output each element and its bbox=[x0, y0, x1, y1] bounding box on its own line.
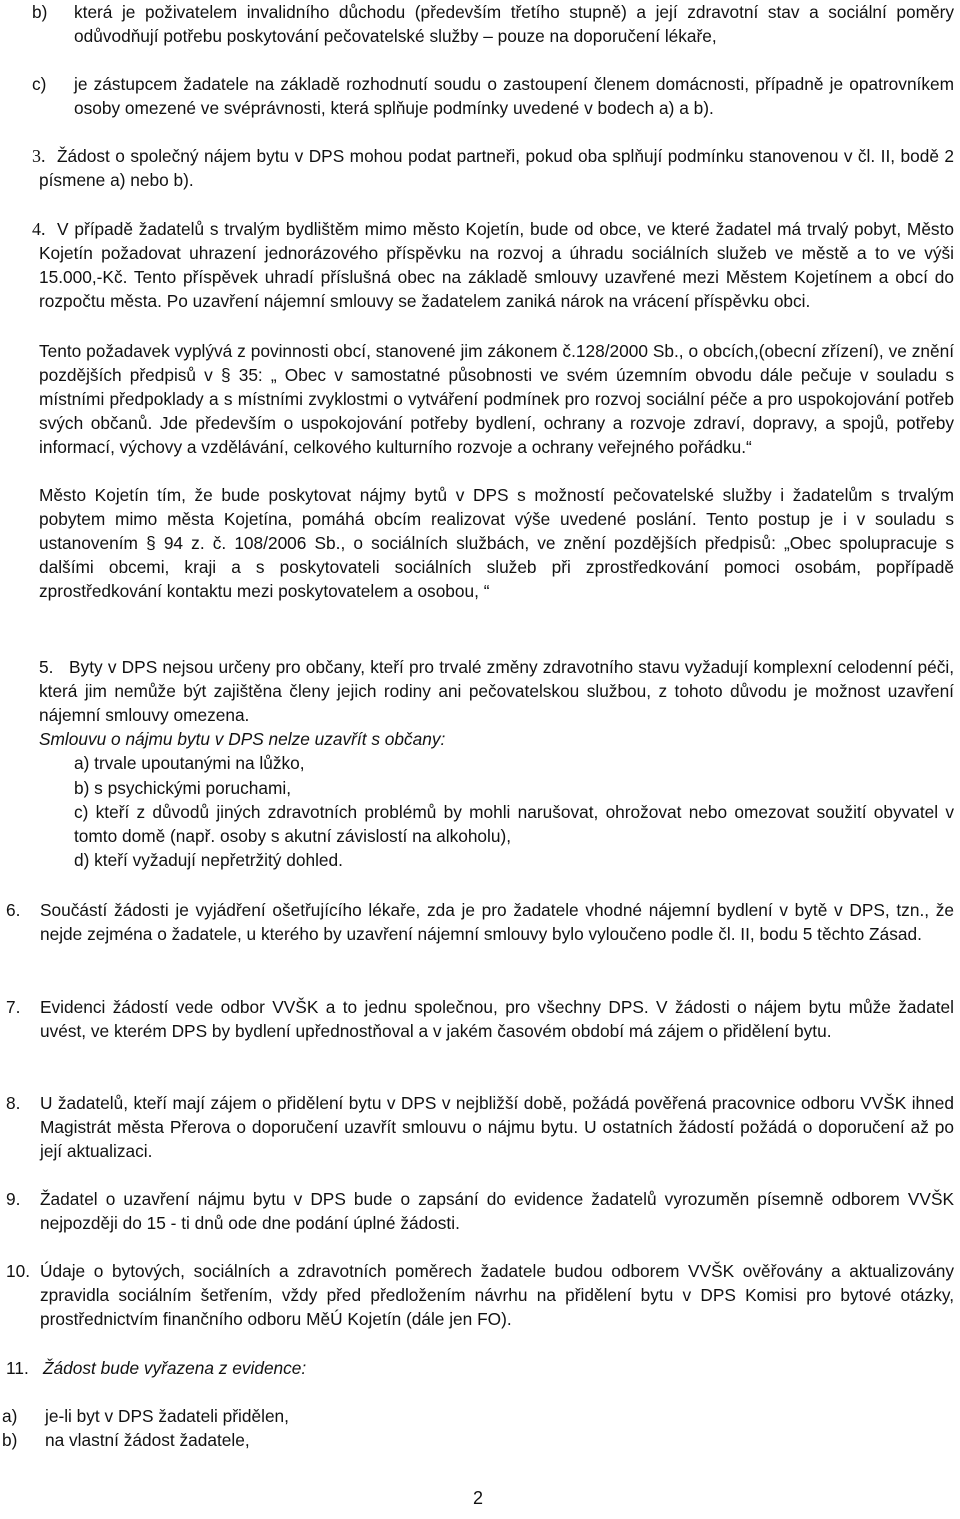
item-11-a-label: a) bbox=[2, 1406, 18, 1426]
item-b-label: b) bbox=[32, 2, 48, 22]
item-5-list-d: d) kteří vyžadují nepřetržitý dohled. bbox=[74, 850, 343, 870]
item-8-number: 8. bbox=[6, 1093, 21, 1113]
item-5-body: Byty v DPS nejsou určeny pro občany, kteří pro trvalé změny zdravotního stavu vyžadují komplexní celodenní péči, která jim nemůže být zajištěna členy jejich rodiny ani pečovatelskou službou, z tohoto důvodu je možnost uzavření nájemní smlouvy omezena. bbox=[39, 657, 955, 725]
item-11-heading: Žádost bude vyřazena z evidence: bbox=[43, 1358, 307, 1378]
item-7-text: Evidenci žádostí vede odbor VVŠK a to jednu společnou, pro všechny DPS. V žádosti o nájem bytu může žadatel uvést, ve kterém DPS by bydlení upřednostňoval a v jakém časovém období má zájem o přidělení bytu. bbox=[40, 997, 954, 1041]
item-c-text: je zástupcem žadatele na základě rozhodnutí soudu o zastoupení členem domácnosti, případně je opatrovníkem osoby omezené ve svéprávnosti, která splňuje podmínky uvedené v bodech a) a b). bbox=[74, 74, 954, 118]
item-4-paragraph-1: V případě žadatelů s trvalým bydlištěm mimo město Kojetín, bude od obce, ve které žadatel má trvalý pobyt, Město Kojetín požadovat uhrazení jednorázového příspěvku na rozvoj a úhradu sociálních služeb ve městě a to ve výši 15.000,-Kč. Tento příspěvek uhradí příslušná obec na základě smlouvy uzavřené mezi Městem Kojetínem a obcí do rozpočtu města. Po uzavření nájemní smlouvy se žadatelem zaniká nárok na vrácení příspěvku obci. bbox=[39, 219, 954, 311]
item-5-list-c: c) kteří z důvodů jiných zdravotních problémů by mohli narušovat, ohrožovat nebo omezovat soužití obyvatel v tomto domě (např. osoby s akutní závislostí na alkoholu), bbox=[74, 802, 954, 846]
item-c-label: c) bbox=[32, 74, 47, 94]
item-5-list-a: a) trvale upoutanými na lůžko, bbox=[74, 753, 305, 773]
item-5-list-b: b) s psychickými poruchami, bbox=[74, 778, 292, 798]
item-6-number: 6. bbox=[6, 900, 21, 920]
page-number: 2 bbox=[473, 1488, 484, 1508]
item-8-text: U žadatelů, kteří mají zájem o přidělení bytu v DPS v nejbližší době, požádá pověřená pracovnice odboru VVŠK ihned Magistrát města Přerova o doporučení uzavřít smlouvu o nájmu bytu. U ostatních žádostí požádá o doporučení až po její aktualizaci. bbox=[40, 1093, 954, 1161]
item-10-text: Údaje o bytových, sociálních a zdravotních poměrech žadatele budou odborem VVŠK ověřovány a aktualizovány zpravidla sociálním šetřením, vždy před předložením návrhu na přidělení bytu v DPS Komisi pro bytové otázky, prostřednictvím finančního odboru MěÚ Kojetín (dále jen FO). bbox=[40, 1261, 954, 1329]
item-11-b-label: b) bbox=[2, 1430, 18, 1450]
item-7-number: 7. bbox=[6, 997, 21, 1017]
item-9-number: 9. bbox=[6, 1189, 21, 1209]
item-b-text: která je poživatelem invalidního důchodu (především třetího stupně) a její zdravotní stav a sociální poměry odůvodňují potřebu poskytování pečovatelské služby – pouze na doporučení lékaře, bbox=[74, 2, 954, 46]
item-5-text bbox=[39, 655, 954, 727]
item-4-number: 4. bbox=[32, 219, 46, 239]
item-11-a-text: je-li byt v DPS žadateli přidělen, bbox=[45, 1406, 289, 1426]
item-3-text: Žádost o společný nájem bytu v DPS mohou podat partneři, pokud oba splňují podmínku stanovenou v čl. II, bodě 2 písmene a) nebo b). bbox=[39, 146, 954, 190]
item-3-number: 3. bbox=[32, 146, 46, 166]
item-4-paragraph-2: Tento požadavek vyplývá z povinnosti obcí, stanovené jim zákonem č.128/2000 Sb., o obcích,(obecní zřízení), ve znění pozdějších předpisů v § 35: „ Obec v samostatné působnosti ve svém územním obvodu dále pečuje v souladu s místními předpoklady a s místními zvyklostmi o vytváření podmínek pro rozvoj sociální péče a pro uspokojování potřeb svých občanů. Jde především o uspokojování potřeby bydlení, ochrany a rozvoje zdraví, dopravy, a spojů, potřeby informací, výchovy a vzdělávání, celkového kulturního rozvoje a ochrany veřejného pořádku.“ bbox=[39, 341, 954, 457]
item-11-b-text: na vlastní žádost žadatele, bbox=[45, 1430, 250, 1450]
item-5-number: 5. bbox=[39, 657, 54, 677]
item-5-italic-heading: Smlouvu o nájmu bytu v DPS nelze uzavřít s občany: bbox=[39, 729, 446, 749]
item-9-text: Žadatel o uzavření nájmu bytu v DPS bude o zapsání do evidence žadatelů vyrozuměn písemně odborem VVŠK nejpozději do 15 - ti dnů ode dne podání úplné žádosti. bbox=[40, 1189, 954, 1233]
item-4-paragraph-3: Město Kojetín tím, že bude poskytovat nájmy bytů v DPS s možností pečovatelské služby i žadatelům s trvalým pobytem mimo města Kojetína, pomáhá obcím realizovat výše uvedené poslání. Tento postup je i v souladu s ustanovením § 94 z. č. 108/2006 Sb., o sociálních službách, ve znění pozdějších předpisů: „Obec spolupracuje s dalšími obcemi, kraji a s poskytovateli sociálních služeb při zprostředkování pomoci osobám, popřípadě zprostředkování kontaktu mezi poskytovatelem a osobou, “ bbox=[39, 485, 954, 601]
item-11-number: 11. bbox=[6, 1358, 29, 1378]
item-10-number: 10. bbox=[6, 1261, 31, 1281]
item-6-text: Součástí žádosti je vyjádření ošetřujícího lékaře, zda je pro žadatele vhodné nájemní bydlení v bytě v DPS, tzn., že nejde zejména o žadatele, u kterého by uzavření nájemní smlouvy bylo vyloučeno podle čl. II, bodu 5 těchto Zásad. bbox=[40, 900, 954, 944]
